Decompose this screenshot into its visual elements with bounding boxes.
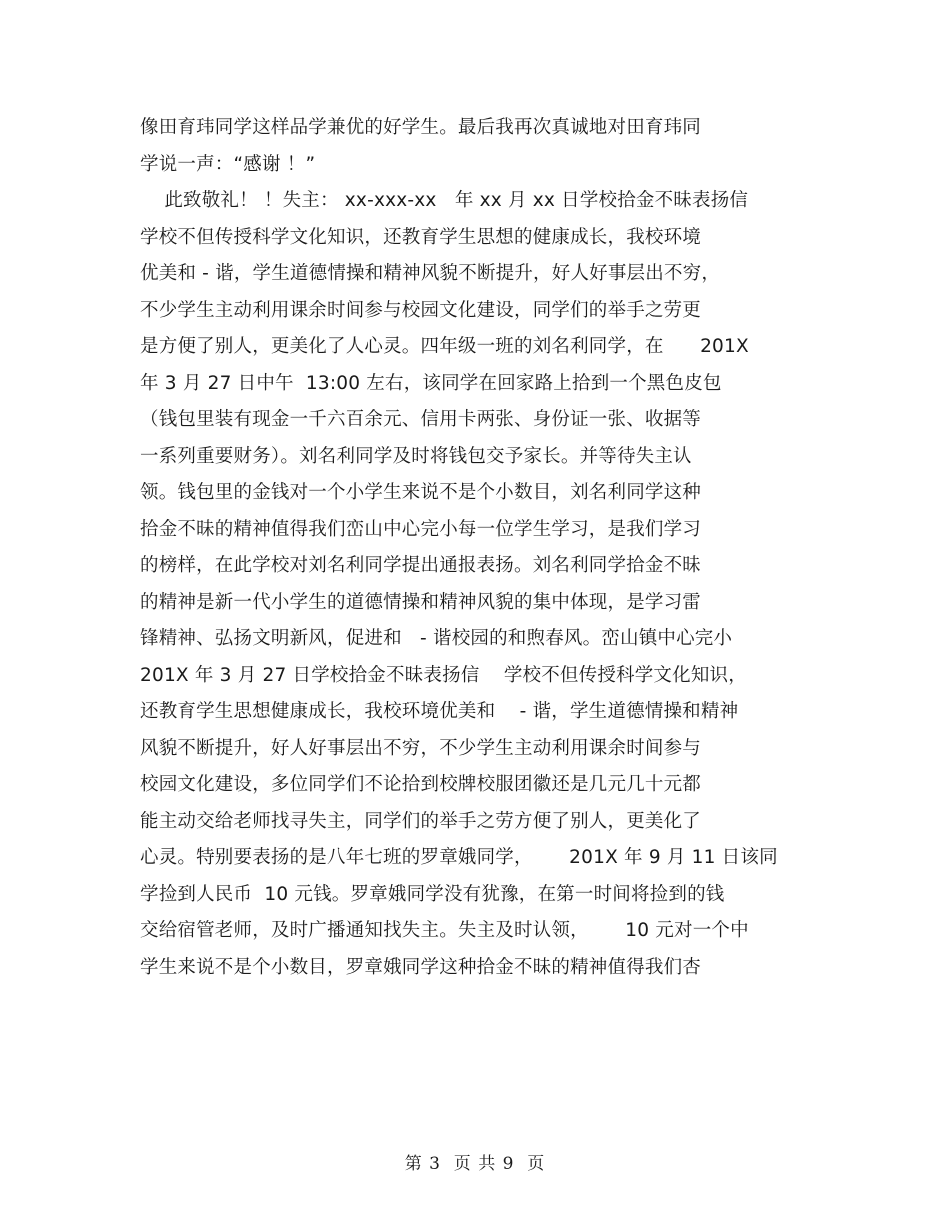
text-line: 一系列重要财务）。刘名利同学及时将钱包交予家长。并等待失主认 <box>140 445 692 467</box>
text-line: 像田育玮同学这样品学兼优的好学生。最后我再次真诚地对田育玮同 <box>140 117 702 138</box>
text-line: 能主动交给老师找寻失主，同学们的举手之劳方便了别人，更美化了 <box>140 810 702 832</box>
text-line: 201X 年 3 月 27 日学校拾金不昧表扬信 学校不但传授科学文化知识， <box>140 664 747 686</box>
text-line: 校园文化建设，多位同学们不论拾到校牌校服团徽还是几元几十元都 <box>140 774 702 795</box>
text-line: 优美和 - 谐，学生道德情操和精神风貌不断提升，好人好事层出不穷， <box>140 263 721 284</box>
text-line: 的精神是新一代小学生的道德情操和精神风貌的集中体现，是学习雷 <box>140 591 702 613</box>
text-line: 学捡到人民币 10 元钱。罗章娥同学没有犹豫，在第一时间将捡到的钱 <box>140 883 725 905</box>
page-number-footer: 第 3 页 共 9 页 <box>404 1154 546 1174</box>
text-line: 的榜样，在此学校对刘名利同学提出通报表扬。刘名利同学拾金不昧 <box>140 555 702 576</box>
text-line: 心灵。特别要表扬的是八年七班的罗章娥同学， 201X 年 9 月 11 日该同 <box>140 847 778 868</box>
text-line: 领。钱包里的金钱对一个小学生来说不是个小数目，刘名利同学这种 <box>140 482 702 503</box>
text-line: （钱包里装有现金一千六百余元、信用卡两张、身份证一张、收据等 <box>140 409 702 430</box>
text-line: 还教育学生思想健康成长，我校环境优美和 - 谐，学生道德情操和精神 <box>140 701 739 722</box>
text-line: 锋精神、弘扬文明新风，促进和 - 谐校园的和煦春风。峦山镇中心完小 <box>140 628 733 649</box>
text-line: 拾金不昧的精神值得我们峦山中心完小每一位学生学习，是我们学习 <box>140 518 702 540</box>
text-line: 风貌不断提升，好人好事层出不穷，不少学生主动利用课余时间参与 <box>140 737 702 759</box>
text-line: 年 3 月 27 日中午 13:00 左右，该同学在回家路上拾到一个黑色皮包 <box>140 372 722 394</box>
text-line: 交给宿管老师，及时广播通知找失主。失主及时认领， 10 元对一个中 <box>140 920 749 941</box>
text-line: 是方便了别人，更美化了人心灵。四年级一班的刘名利同学，在 201X <box>140 336 749 357</box>
text-line: 不少学生主动利用课余时间参与校园文化建设，同学们的举手之劳更 <box>140 299 702 321</box>
text-line: 此致敬礼！ ！失主： xx-xxx-xx 年 xx 月 xx 日学校拾金不昧表扬信 <box>140 190 749 211</box>
text-line: 学校不但传授科学文化知识，还教育学生思想的健康成长，我校环境 <box>140 226 702 248</box>
text-line: 学说一声：“感谢 ！” <box>140 153 316 175</box>
text-line: 学生来说不是个小数目，罗章娥同学这种拾金不昧的精神值得我们杏 <box>140 956 702 978</box>
